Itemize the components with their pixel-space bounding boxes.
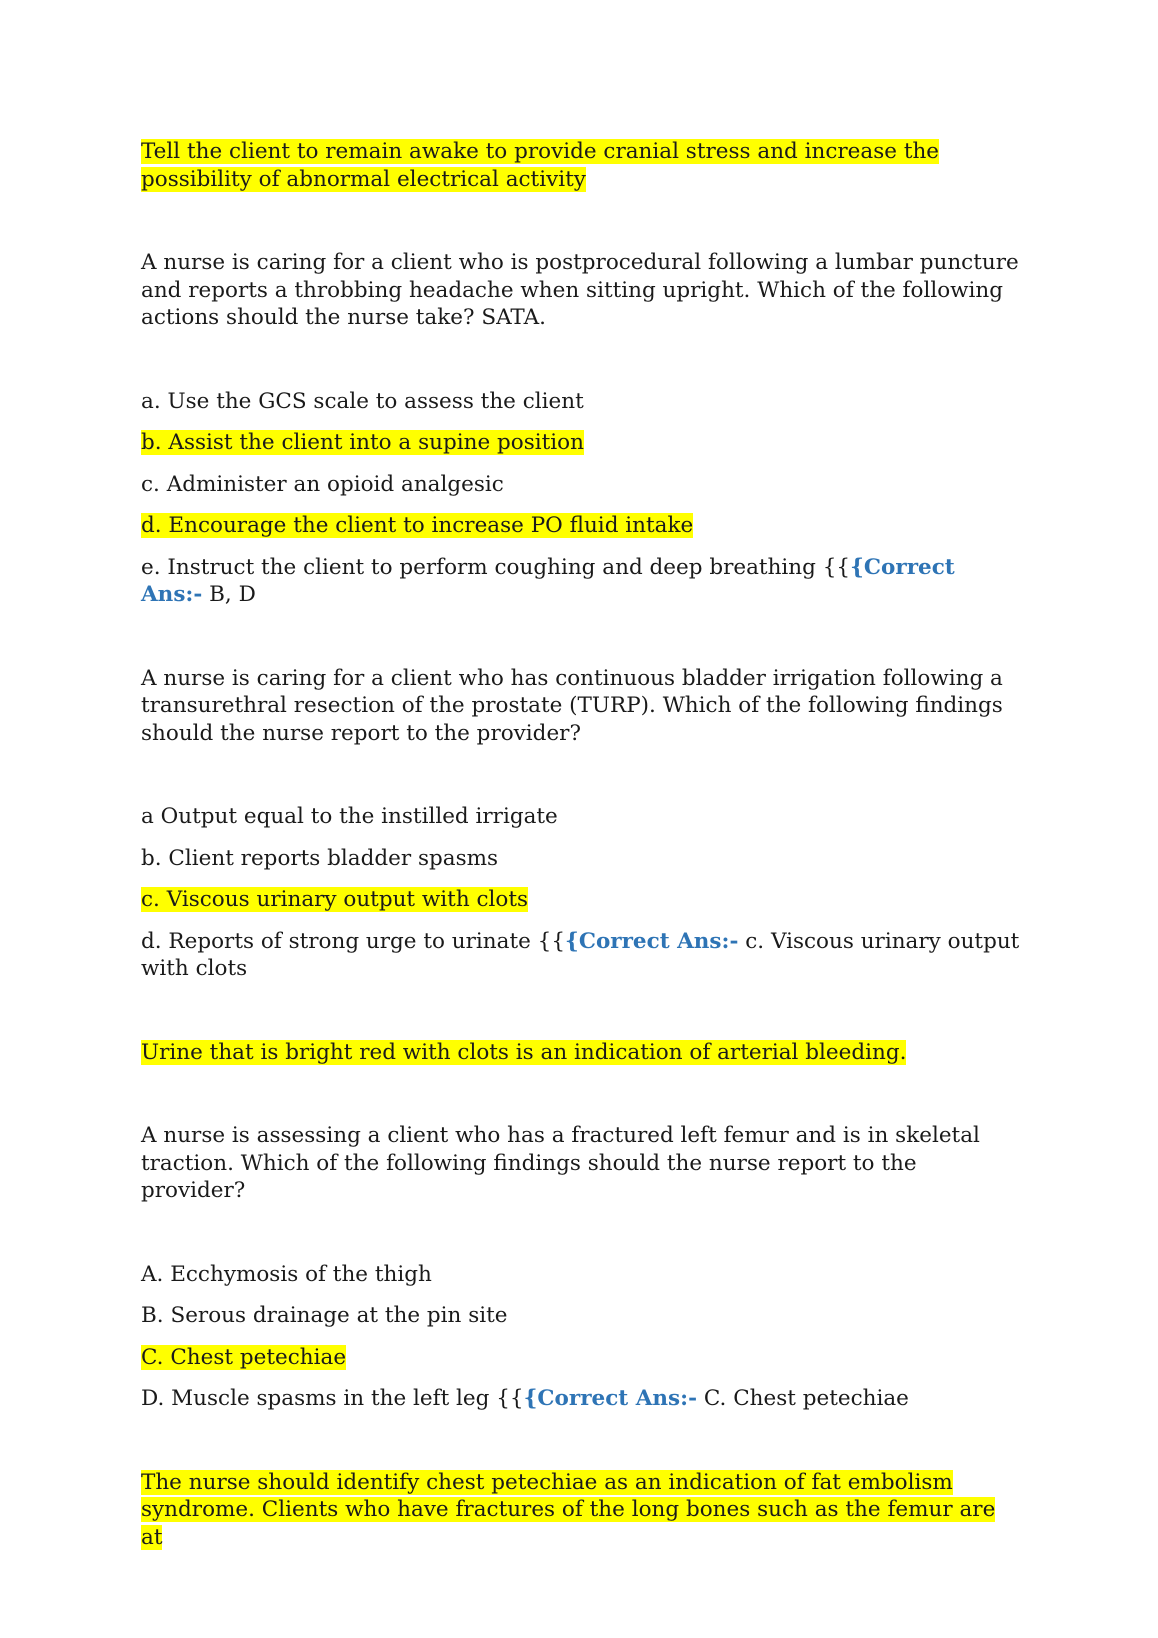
question-stem: A nurse is caring for a client who has continuous bladder irrigation following a transurethral resection of the prostate (TURP). Which of the following findings should the nurse report to the provider? [141,665,1003,746]
answer-prefix: {{ [496,1386,524,1411]
rationale-text [141,138,1021,193]
answer-option: c. Administer an opioid analgesic [141,471,504,497]
highlighted-correct-option: b. Assist the client into a supine position [141,430,584,455]
answer-option: a Output equal to the instilled irrigate [141,804,558,829]
highlighted-rationale: Urine that is bright red with clots is an indication of arterial bleeding. [141,1039,907,1065]
question-stem: A nurse is caring for a client who is postprocedural following a lumbar puncture and reports a throbbing headache when sitting upright. Which of the following actions should the nurse take? SATA. [141,250,1019,330]
answer-option [141,1344,1021,1372]
highlighted-rationale: Tell the client to remain awake to provide cranial stress and increase the possibility of abnormal electrical activity [141,139,940,192]
correct-answer-label: {Correct Ans:- [523,1386,698,1411]
rationale-text [141,1039,1021,1067]
answer-option: d. Reports of strong urge to urinate {{{Correct Ans:- c. Viscous urinary output with clots [141,928,1020,981]
highlighted-correct-option: d. Encourage the client to increase PO fluid intake [141,513,694,538]
answer-option: b. Client reports bladder spasms [141,845,499,871]
answer-option: D. Muscle spasms in the left leg {{{Correct Ans:- C. Chest petechiae [141,1386,909,1411]
highlighted-correct-option: c. Viscous urinary output with clots [141,887,529,912]
correct-answer-value: C. Chest petechiae [697,1386,909,1411]
correct-answer-value: c. Viscous urinary output with clots [141,928,1020,981]
document-page [141,138,1021,1551]
correct-answer-label: {Correct Ans:- [141,554,955,607]
answer-prefix: {{ [537,928,565,954]
answer-option: A. Ecchymosis of the thigh [141,1261,432,1287]
answer-option: a. Use the GCS scale to assess the client [141,388,584,414]
question-stem: A nurse is assessing a client who has a fractured left femur and is in skeletal traction. Which of the following findings should the nurse report to the provider? [141,1123,980,1203]
answer-option [141,886,1021,914]
correct-answer-value: B, D [202,582,256,607]
answer-option: B. Serous drainage at the pin site [141,1303,508,1328]
answer-option [141,512,1021,540]
correct-answer-label: {Correct Ans:- [565,928,739,954]
highlighted-correct-option: C. Chest petechiae [141,1344,347,1370]
rationale-text [141,1469,1021,1552]
highlighted-rationale: The nurse should identify chest petechiae as an indication of fat embolism syndrome. Clients who have fractures of the long bones such as the femur are at [141,1469,996,1550]
answer-option [141,429,1021,457]
answer-option: e. Instruct the client to perform coughing and deep breathing {{{Correct Ans:- B, D [141,554,955,607]
answer-prefix: {{ [822,554,851,580]
